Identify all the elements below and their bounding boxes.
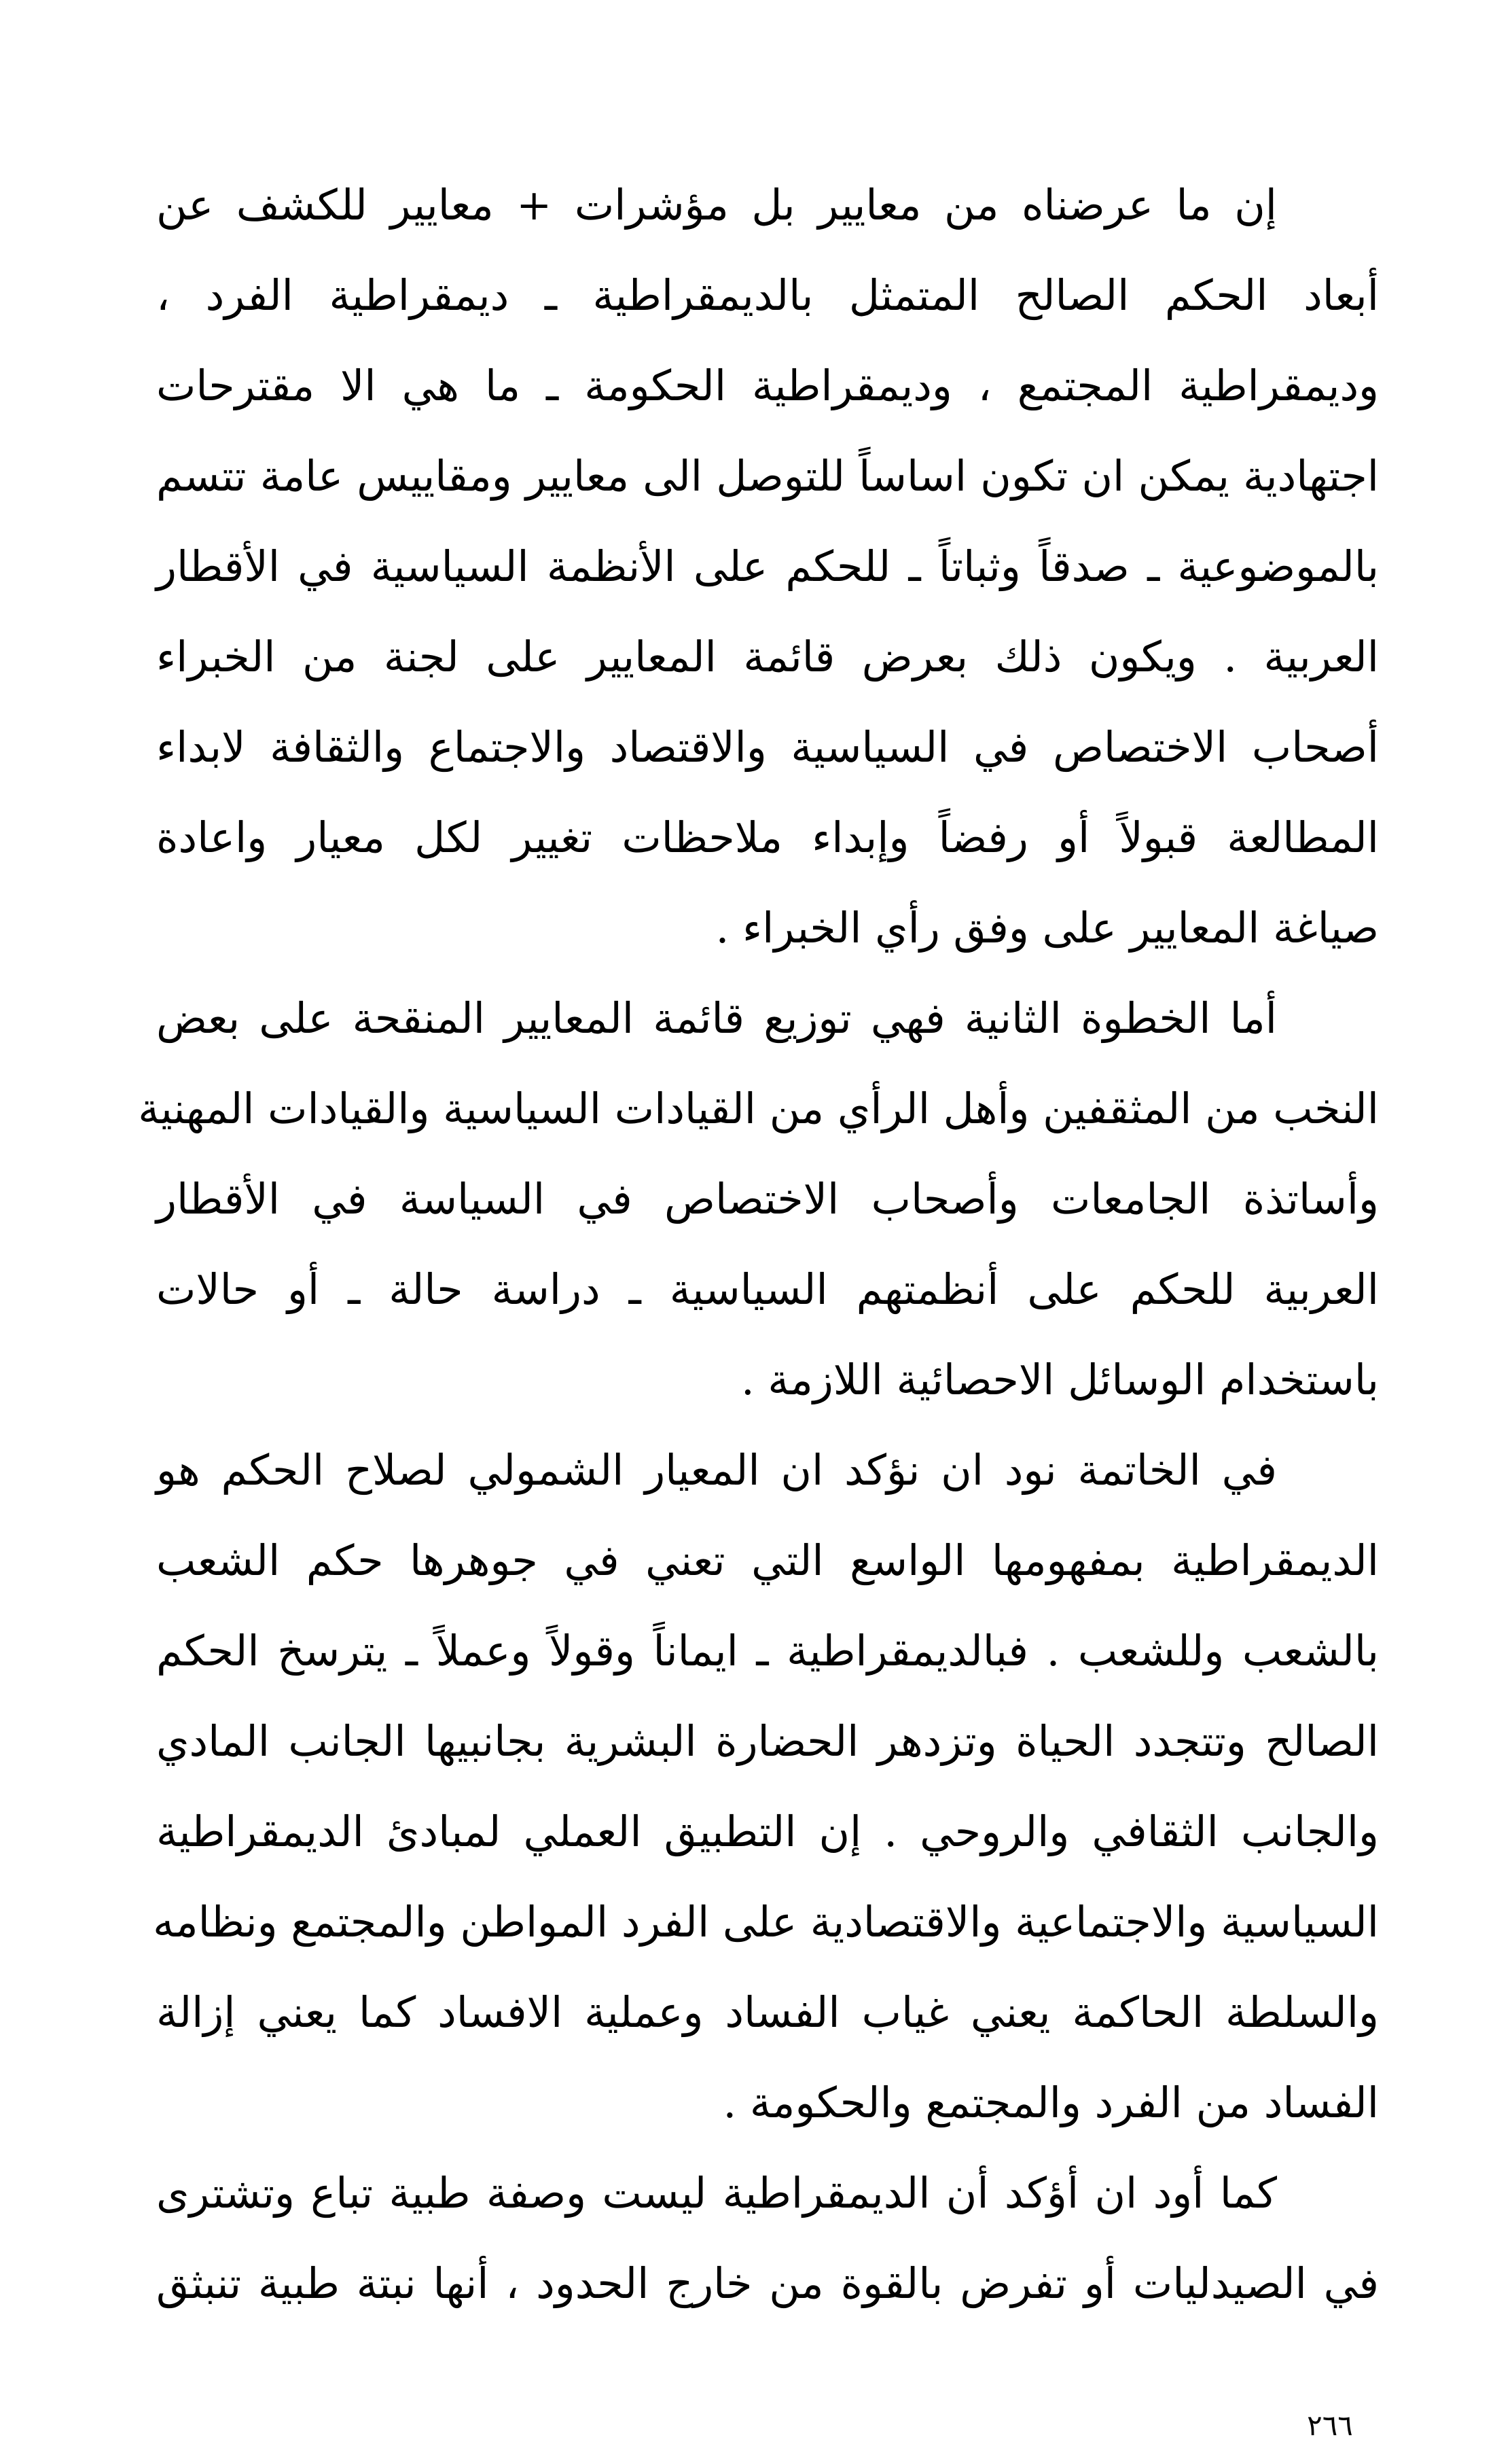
text-line: اجتهادية يمكن ان تكون اساساً للتوصل الى معايير ومقاييس عامة تتسم	[156, 451, 1379, 501]
page-number: ٢٦٦	[1307, 2409, 1353, 2442]
text-line: أما الخطوة الثانية فهي توزيع قائمة المعايير المنقحة على بعض	[156, 993, 1277, 1043]
text-line: وأساتذة الجامعات وأصحاب الاختصاص في السياسة في الأقطار	[156, 1174, 1379, 1224]
text-line: الفساد من الفرد والمجتمع والحكومة .	[723, 2078, 1379, 2127]
text-line: النخب من المثقفين وأهل الرأي من القيادات السياسية والقيادات المهنية	[138, 1084, 1379, 1133]
text-line: الصالح وتتجدد الحياة وتزدهر الحضارة البشرية بجانبيها الجانب المادي	[156, 1716, 1379, 1766]
text-line: وديمقراطية المجتمع ، وديمقراطية الحكومة ـ ما هي الا مقترحات	[156, 361, 1379, 410]
text-line: كما أود ان أؤكد أن الديمقراطية ليست وصفة طبية تباع وتشترى	[156, 2168, 1277, 2218]
paragraph-3	[153, 1425, 1379, 2148]
body-text	[138, 160, 1379, 2329]
text-line: صياغة المعايير على وفق رأي الخبراء .	[715, 903, 1379, 953]
text-line: والسلطة الحاكمة يعني غياب الفساد وعملية الافساد كما يعني إزالة	[156, 1987, 1379, 2037]
paragraph-2	[138, 973, 1379, 1425]
text-line: أبعاد الحكم الصالح المتمثل بالديمقراطية ـ ديمقراطية الفرد ،	[156, 270, 1379, 320]
paragraph-4	[156, 2148, 1379, 2329]
text-line: العربية . ويكون ذلك بعرض قائمة المعايير على لجنة من الخبراء	[156, 632, 1379, 682]
text-line: باستخدام الوسائل الاحصائية اللازمة .	[741, 1355, 1379, 1404]
text-line: في الصيدليات أو تفرض بالقوة من خارج الحدود ، أنها نبتة طبية تنبثق	[156, 2259, 1379, 2308]
text-line: بالشعب وللشعب . فبالديمقراطية ـ ايماناً وقولاً وعملاً ـ يترسخ الحكم	[156, 1626, 1379, 1676]
text-line: السياسية والاجتماعية والاقتصادية على الفرد المواطن والمجتمع ونظامه	[153, 1897, 1379, 1947]
text-line: العربية للحكم على أنظمتهم السياسية ـ دراسة حالة ـ أو حالات	[156, 1264, 1379, 1314]
text-line: إن ما عرضناه من معايير بل مؤشرات + معايير للكشف عن	[156, 180, 1277, 230]
text-line: بالموضوعية ـ صدقاً وثباتاً ـ للحكم على الأنظمة السياسية في الأقطار	[156, 542, 1379, 591]
text-line: الديمقراطية بمفهومها الواسع التي تعني في جوهرها حكم الشعب	[156, 1536, 1379, 1585]
text-line: في الخاتمة نود ان نؤكد ان المعيار الشمولي لصلاح الحكم هو	[156, 1445, 1277, 1495]
paragraph-1	[156, 160, 1379, 973]
text-line: والجانب الثقافي والروحي . إن التطبيق العملي لمبادئ الديمقراطية	[156, 1807, 1379, 1856]
text-line: المطالعة قبولاً أو رفضاً وإبداء ملاحظات تغيير لكل معيار واعادة	[156, 813, 1379, 862]
text-line: أصحاب الاختصاص في السياسية والاقتصاد والاجتماع والثقافة لابداء	[156, 722, 1379, 772]
